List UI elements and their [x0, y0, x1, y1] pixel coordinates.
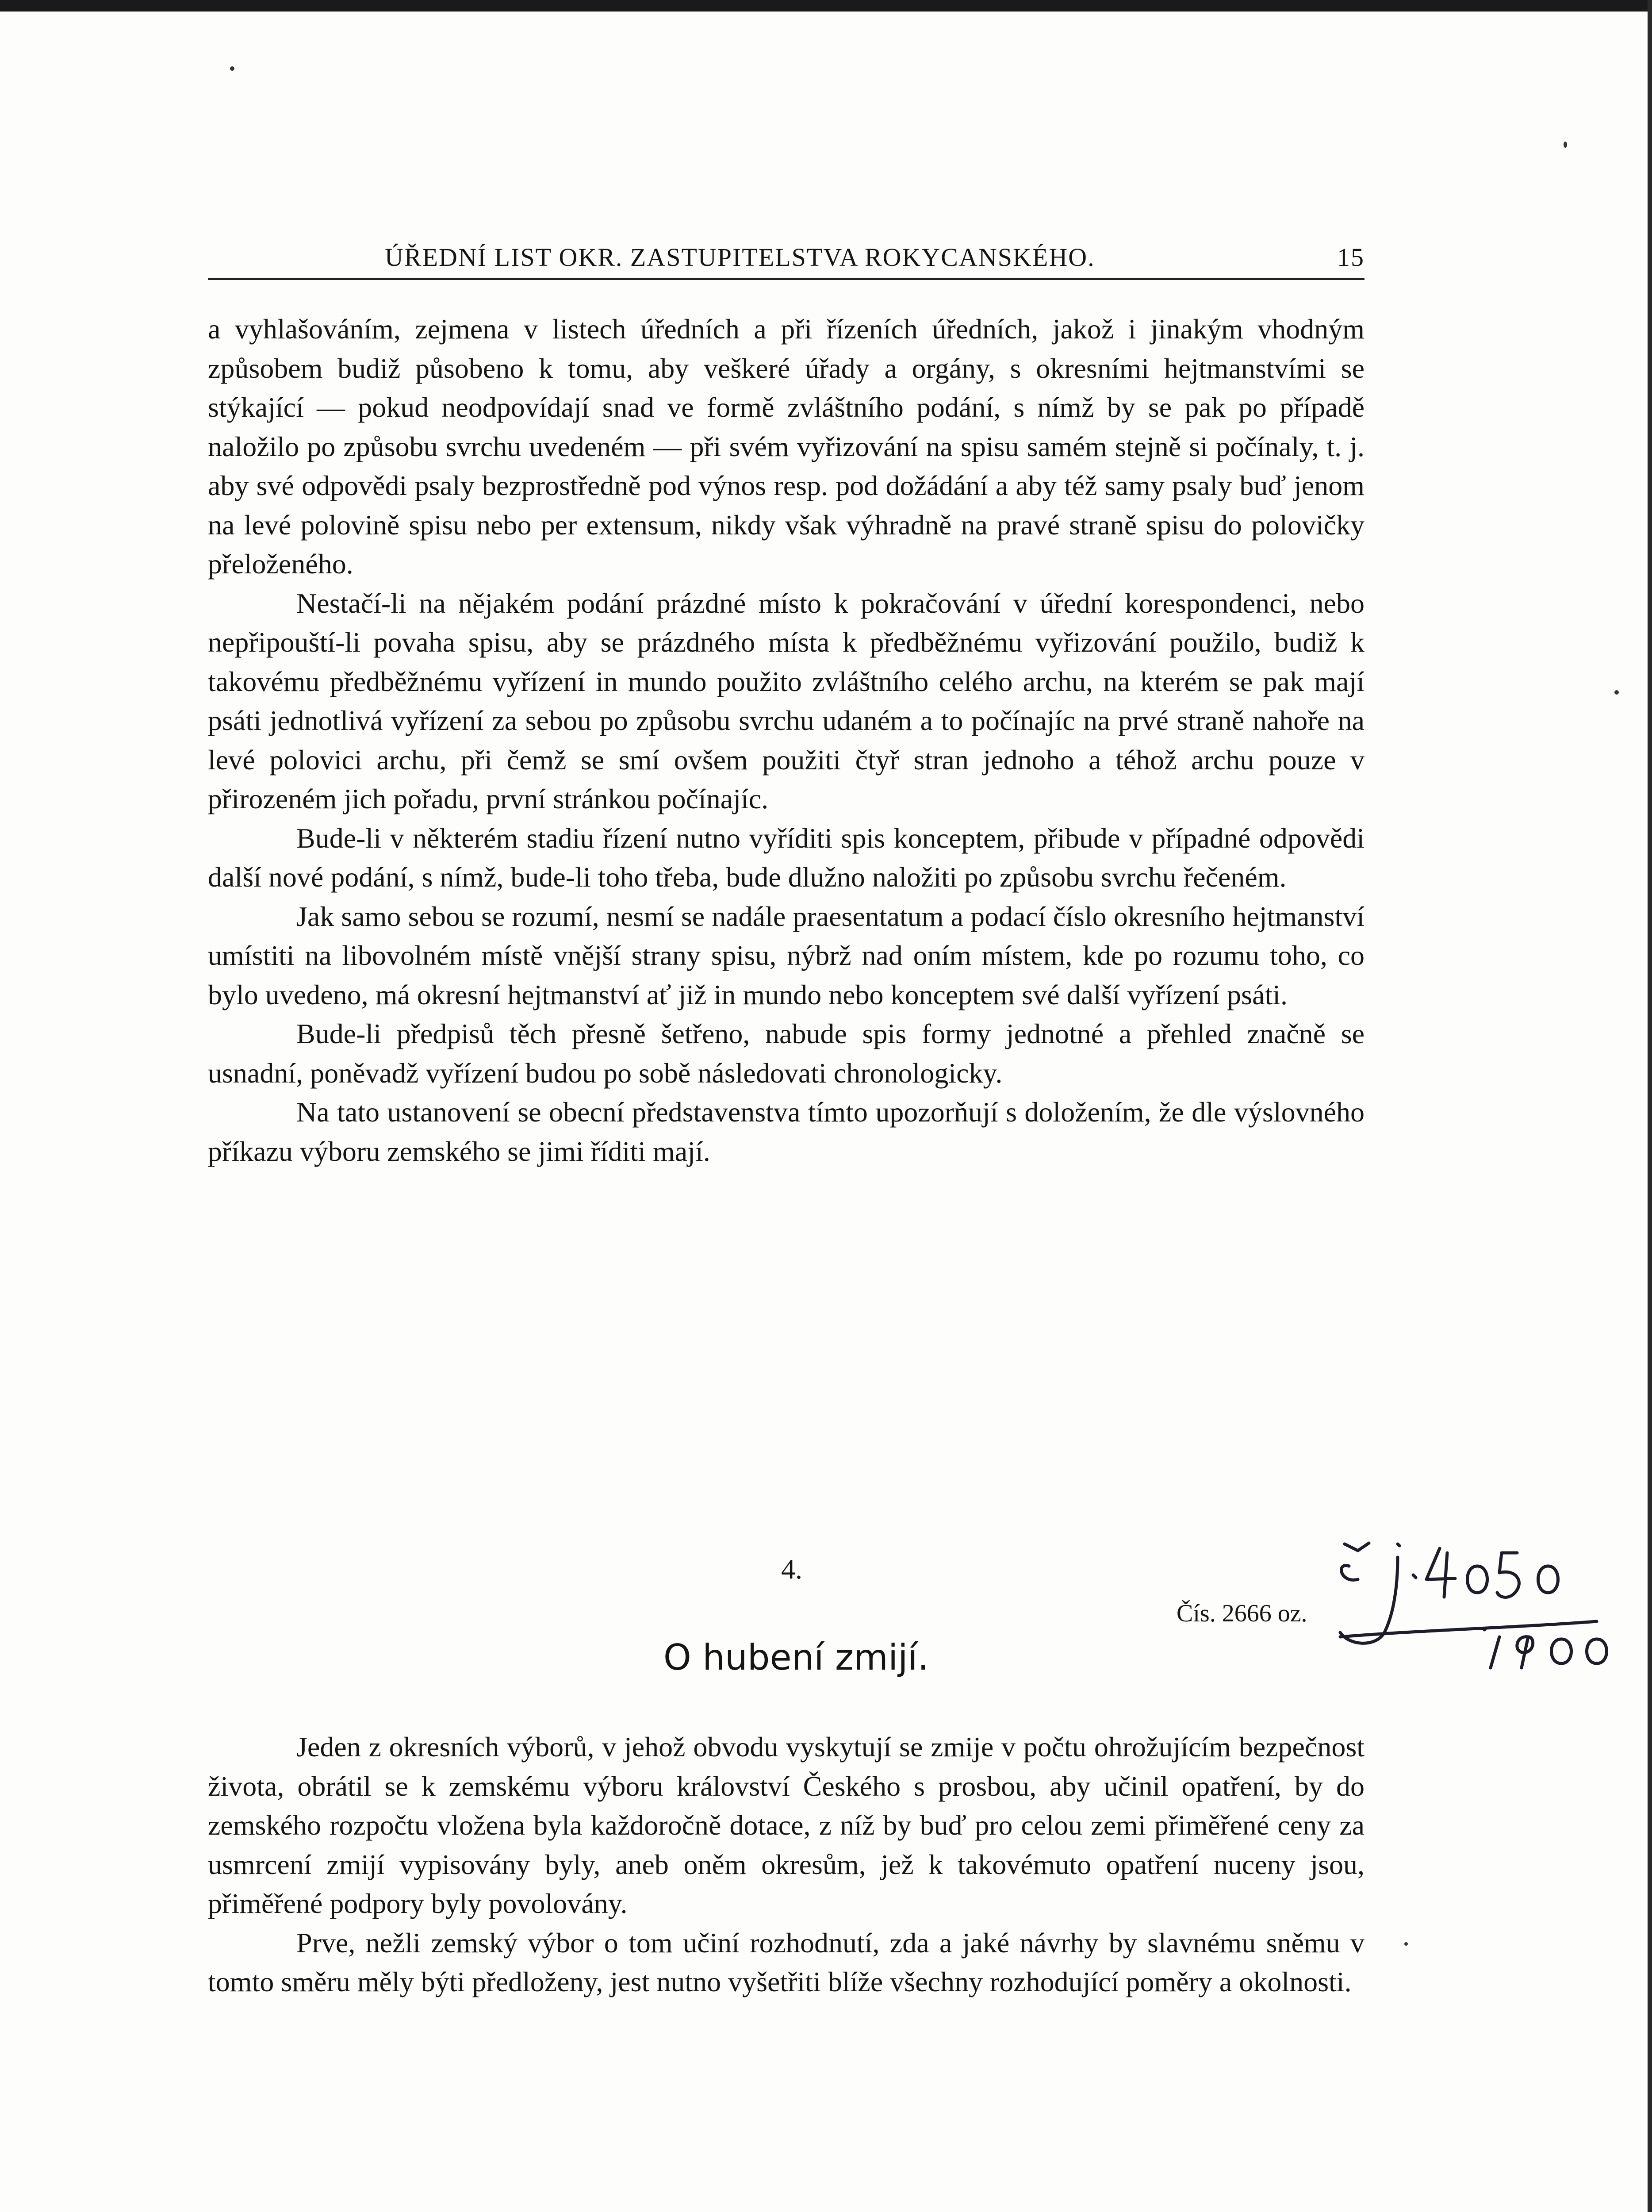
- paragraph: a vyhlašováním, zejmena v listech úředních a při řízeních úředních, jakož i jinakým vhodným způsobem budiž působeno k tomu, aby veškeré úřady a orgány, s okresními hejtmanstvími se stýkající — pokud neodpovídají snad ve formě zvláštního podání, s nímž by se pak po případě naložilo po způsobu svrchu uvedeném — při svém vyřizování na spisu samém stejně si počínaly, t. j. aby své odpovědi psaly bezprostředně pod výnos resp. pod dožádání a aby též samy psaly buď jenom na levé polovině spisu nebo per extensum, nikdy však výhradně na pravé straně spisu do polovičky přeloženého.: [208, 313, 1365, 580]
- section-title: O hubení zmijí.: [663, 1637, 929, 1678]
- paragraph: Bude-li předpisů těch přesně šetřeno, nabude spis formy jednotné a přehled značně se usnadní, poněvadž vyřízení budou po sobě následovati chronologicky.: [208, 1018, 1365, 1089]
- section-3-continuation: [208, 310, 1365, 1171]
- paragraph: Prve, nežli zemský výbor o tom učiní rozhodnutí, zda a jaké návrhy by slavnému sněmu v tomto směru měly býti předloženy, jest nutno vyšetřiti blíže všechny rozhodující poměry a okolnosti.: [208, 1927, 1365, 1997]
- running-header: [208, 242, 1365, 278]
- section-number: 4.: [781, 1553, 802, 1585]
- scan-speck: [1614, 690, 1619, 695]
- paragraph: Jeden z okresních výborů, v jehož obvodu vyskytují se zmije v počtu ohrožujícím bezpečnost života, obrátil se k zemskému výboru království Českého s prosbou, aby učinil opatření, by do zemského rozpočtu vložena byla každoročně dotace, z níž by buď pro celou zemi přiměřené ceny za usmrcení zmijí vypisovány byly, aneb oněm okresům, jež k takovémuto opatření nuceny jsou, přiměřené podpory byly povolovány.: [208, 1731, 1365, 1919]
- paragraph: Na tato ustanovení se obecní představenstva tímto upozorňují s doložením, že dle výslovného příkazu výboru zemského se jimi říditi mají.: [208, 1096, 1365, 1167]
- header-rule: [208, 278, 1365, 280]
- scan-speck: [1564, 142, 1567, 148]
- page-number: 15: [1337, 243, 1365, 272]
- reference-number: Čís. 2666 oz.: [1177, 1600, 1307, 1627]
- scan-edge-top: [0, 0, 1652, 12]
- header-title: ÚŘEDNÍ LIST OKR. ZASTUPITELSTVA ROKYCANSKÉHO.: [385, 243, 1095, 272]
- scan-speck: [230, 66, 234, 71]
- scan-speck: [1404, 1942, 1408, 1946]
- scan-edge-right: [1648, 0, 1652, 2212]
- section-4-body: [208, 1728, 1365, 2002]
- paragraph: Bude-li v některém stadiu řízení nutno vyříditi spis konceptem, přibude v případné odpovědi další nové podání, s nímž, bude-li toho třeba, bude dlužno naložiti po způsobu svrchu řečeném.: [208, 822, 1365, 893]
- paragraph: Nestačí-li na nějakém podání prázdné místo k pokračování v úřední korespondenci, nebo nepřipouští-li povaha spisu, aby se prázdného místa k předběžnému vyřizování použilo, budiž k takovému předběžnému vyřízení in mundo použito zvláštního celého archu, na kterém se pak mají psáti jednotlivá vyřízení za sebou po způsobu svrchu udaném a to počínajíc na prvé straně nahoře na levé polovici archu, při čemž se smí ovšem použiti čtyř stran jednoho a téhož archu pouze v přirozeném jich pořadu, první stránkou počínajíc.: [208, 587, 1365, 814]
- paragraph: Jak samo sebou se rozumí, nesmí se nadále praesentatum a podací číslo okresního hejtmanství umístiti na libovolném místě vnější strany spisu, nýbrž nad oním místem, kde po rozumu toho, co bylo uvedeno, má okresní hejtmanství ať již in mundo nebo konceptem své další vyřízení psáti.: [208, 900, 1365, 1010]
- handwritten-reference-note: [1331, 1526, 1614, 1672]
